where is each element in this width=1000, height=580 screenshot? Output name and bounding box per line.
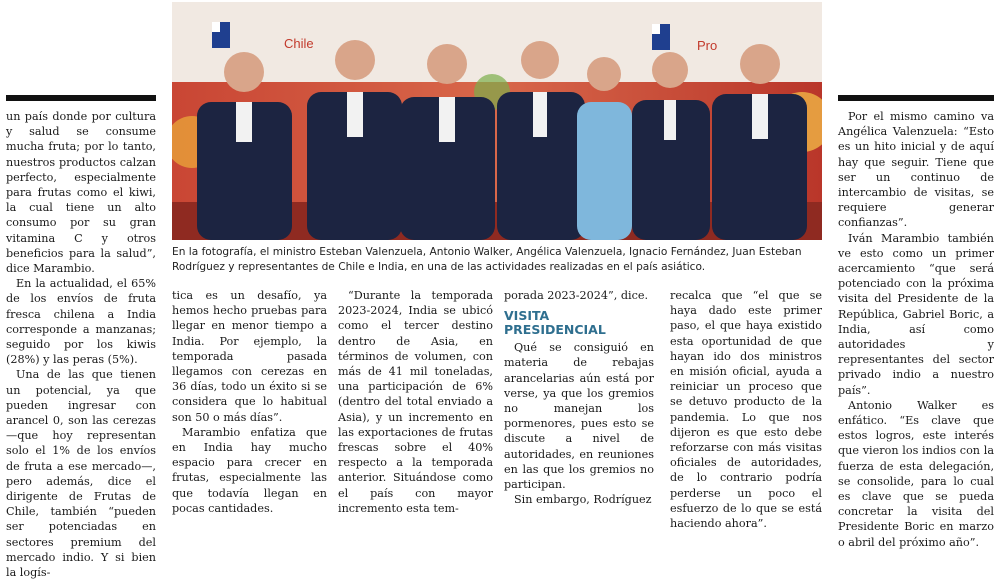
paragraph: Sin embargo, Rodríguez (514, 493, 652, 507)
paragraph: recalca que “el que se haya dado este primer paso, el que haya existido esta oportunidad de que hayan ido dos ministros en misión oficial, ayuda a reiniciar un proceso que se detuvo producto de la pandemia. Lo que nos dijeron es que esto debe reforzarse con más visitas oficiales de autoridades, de lo contrario podría perderse un poco el esfuerzo de lo que se está haciendo ahora”. (670, 289, 822, 531)
paragraph: En la actualidad, el 65% de los envíos de fruta fresca chilena a India corresponde a manzanas; seguido por los kiwis (28%) y las peras (5%). (6, 277, 156, 367)
paragraph: Marambio enfatiza que en India hay mucho espacio para crecer en frutas, especialmente las que todavía llegan en pocas cantidades. (172, 425, 327, 515)
column-rule-right (838, 95, 994, 101)
banner-text-left: Chile (284, 36, 314, 51)
paragraph: Una de las que tienen un potencial, ya que pueden ingresar con arancel 0, son las cerezas —que hoy representan solo el 1% de los envíos de fruta a ese mercado—, pero además, dice el dirigente de Frutas de Chile, también “pueden ser potenciadas en sectores premium del mercado indio. Y si bien la logís- (6, 368, 156, 580)
paragraph: Qué se consiguió en materia de rebajas arancelarias aún está por verse, ya que los gremios no manejan los pormenores, pues esto se discute a nivel de autoridades, en reuniones en las que los gremios no participan. (504, 341, 654, 492)
article-column-4 (504, 288, 654, 507)
photo-caption: En la fotografía, el ministro Esteban Valenzuela, Antonio Walker, Angélica Valenzuela, Ignacio Fernández, Juan Esteban Rodríguez y representantes de Chile e India, en una de las actividades realizadas en el país asiático. (172, 246, 802, 273)
article-column-1 (6, 109, 156, 580)
article-column-5 (670, 288, 822, 531)
paragraph: tica es un desafío, ya hemos hecho pruebas para llegar en menor tiempo a India. Por ejemplo, la temporada pasada llegamos con cerezas en 36 días, todo un éxito si se considera que lo habitual son 50 o más días”. (172, 289, 327, 424)
paragraph: Antonio Walker es enfático. “Es clave que estos logros, este interés que vieron los indios con la fuerza de esta delegación, se consolide, para lo cual es clave que se pueda concretar la visita del Presidente Boric en marzo o abril del próximo año”. (838, 398, 994, 549)
news-photo (172, 2, 822, 240)
banner-text-right: Pro (697, 38, 718, 53)
paragraph: un país donde por cultura y salud se consume mucha fruta; por lo tanto, nuestros productos calzan perfecto, especialmente para frutas como el kiwi, la cual tiene un alto consumo por su gran vitamina C y otros beneficios para la salud”, dice Marambio. (6, 110, 156, 276)
article-column-2 (172, 288, 327, 516)
article-column-3 (338, 288, 493, 516)
column-rule-left (6, 95, 156, 101)
quote-paragraph: “Durante la temporada 2023-2024, India se ubicó como el tercer destino dentro de Asia, en términos de volumen, con más de 41 mil toneladas, una participación de 6% (dentro del total enviado a Asia), y un incremento en las exportaciones de frutas frescas sobre el 40% respecto a la temporada anterior. Situándose como el país con mayor incremento esta tem- (338, 289, 493, 515)
paragraph: Por el mismo camino va Angélica Valenzuela: “Esto es un hito inicial y de aquí hay que seguir. Tiene que ser un continuo de intercambio de visitas, se requiere generar confianzas”. (838, 110, 994, 230)
paragraph: Iván Marambio también ve esto como un primer acercamiento “que será potenciado con la próxima visita del Presidente de la República, Gabriel Boric, a India, así como autoridades y representantes del sector privado indio a nuestro país”. (838, 231, 994, 397)
photo-illustration (172, 2, 822, 240)
section-subhead: VISITA PRESIDENCIAL (504, 308, 606, 338)
paragraph: porada 2023-2024”, dice. (504, 289, 649, 302)
